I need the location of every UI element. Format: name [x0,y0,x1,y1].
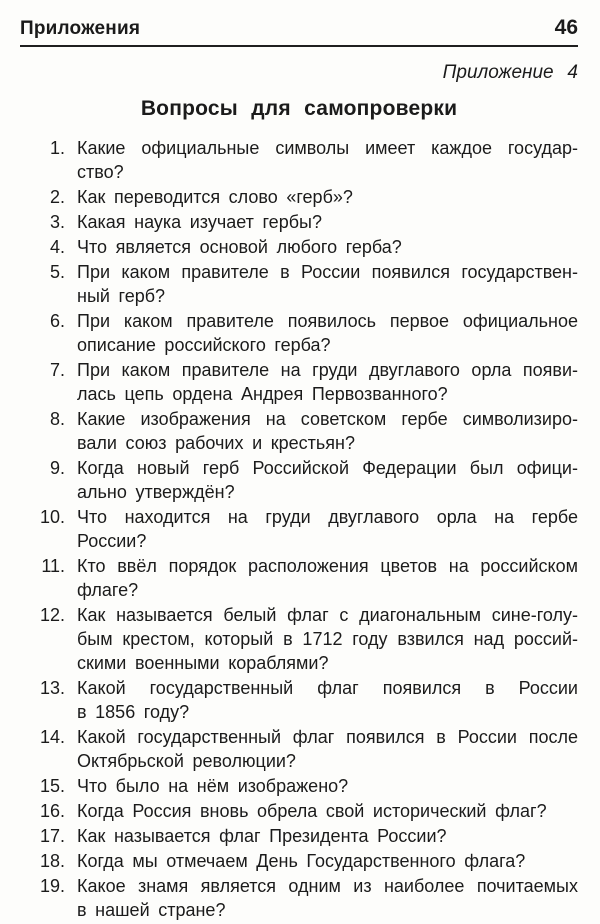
question-line: Что находится на груди двуглавого орла на гербе [77,507,578,527]
question-number: 16. [39,801,65,821]
question-line: Какой государственный флаг появился в России после [77,727,578,747]
question-number: 4. [49,237,65,257]
question-line: Как называется белый флаг с диагональным сине-голу- [77,605,578,625]
question-item [20,874,578,922]
question-line: Октябрьской революции? [77,751,296,771]
question-item [20,676,578,724]
question-item [20,849,578,873]
question-line: Какое знамя является одним из наиболее почитаемых [77,876,578,896]
question-line: Кто ввёл порядок расположения цветов на российском [77,556,578,576]
question-text [77,136,578,184]
question-text [77,554,578,602]
question-line: вали союз рабочих и крестьян? [77,433,355,453]
question-item [20,505,578,553]
question-text [77,799,578,823]
question-number: 11. [41,556,65,576]
question-line: Когда Россия вновь обрела свой исторический флаг? [77,801,547,821]
question-number: 9. [49,458,65,478]
question-item [20,309,578,357]
question-text [77,456,578,504]
question-line: Какой государственный флаг появился в России [77,678,578,698]
question-text [77,358,578,406]
question-line: в нашей стране? [77,900,226,920]
question-number: 1. [49,138,65,158]
question-number: 17. [39,826,65,846]
question-item [20,235,578,259]
questions-list [20,136,578,922]
question-line: скими военными кораблями? [77,653,329,673]
question-text [77,210,578,234]
question-item [20,358,578,406]
question-item [20,407,578,455]
question-line: Как переводится слово «герб»? [77,187,353,207]
question-number: 2. [49,187,65,207]
question-item [20,774,578,798]
question-number: 12. [39,605,65,625]
question-text [77,824,578,848]
question-line: лась цепь ордена Андрея Первозванного? [77,384,448,404]
question-text [77,774,578,798]
page-number: 46 [554,16,578,39]
question-text [77,676,578,724]
question-item [20,136,578,184]
question-text [77,407,578,455]
question-text [77,235,578,259]
question-number: 13. [39,678,65,698]
question-text [77,849,578,873]
question-text [77,260,578,308]
question-number: 18. [39,851,65,871]
running-head [20,16,578,40]
question-line: Как называется флаг Президента России? [77,826,447,846]
question-line: Какая наука изучает гербы? [77,212,322,232]
question-item [20,185,578,209]
question-text [77,603,578,675]
question-number: 10. [39,507,65,527]
question-text [77,505,578,553]
page-title: Вопросы для самопроверки [140,97,458,120]
question-line: ство? [77,162,124,182]
question-line: России? [77,531,147,551]
question-number: 3. [49,212,65,232]
question-line: описание российского герба? [77,335,331,355]
question-line: Что является основой любого герба? [77,237,402,257]
question-item [20,799,578,823]
question-line: ный герб? [77,286,166,306]
question-line: Что было на нём изображено? [77,776,349,796]
question-line: флаге? [77,580,139,600]
question-number: 5. [49,262,65,282]
question-item [20,603,578,675]
question-item [20,554,578,602]
question-text [77,309,578,357]
question-item [20,725,578,773]
question-item [20,824,578,848]
question-item [20,260,578,308]
question-line: ально утверждён? [77,482,235,502]
question-item [20,210,578,234]
question-text [77,185,578,209]
question-line: бым крестом, который в 1712 году взвился над россий- [77,629,578,649]
question-number: 15. [39,776,65,796]
question-item [20,456,578,504]
question-number: 7. [49,360,65,380]
header-rule [20,45,578,47]
question-number: 19. [39,876,65,896]
question-line: При каком правителе в России появился государствен- [77,262,578,282]
question-line: При каком правителе на груди двуглавого орла появи- [77,360,578,380]
question-text [77,874,578,922]
section-label: Приложения [20,18,141,39]
question-line: При каком правителе появилось первое официальное [77,311,578,331]
question-line: Когда мы отмечаем День Государственного флага? [77,851,526,871]
question-line: Какие официальные символы имеет каждое государ- [77,138,578,158]
question-line: в 1856 году? [77,702,190,722]
question-line: Когда новый герб Российской Федерации был офици- [77,458,578,478]
appendix-label: Приложение 4 [442,62,578,83]
question-line: Какие изображения на советском гербе символизиро- [77,409,578,429]
question-number: 8. [49,409,65,429]
question-number: 6. [49,311,65,331]
question-number: 14. [39,727,65,747]
question-text [77,725,578,773]
